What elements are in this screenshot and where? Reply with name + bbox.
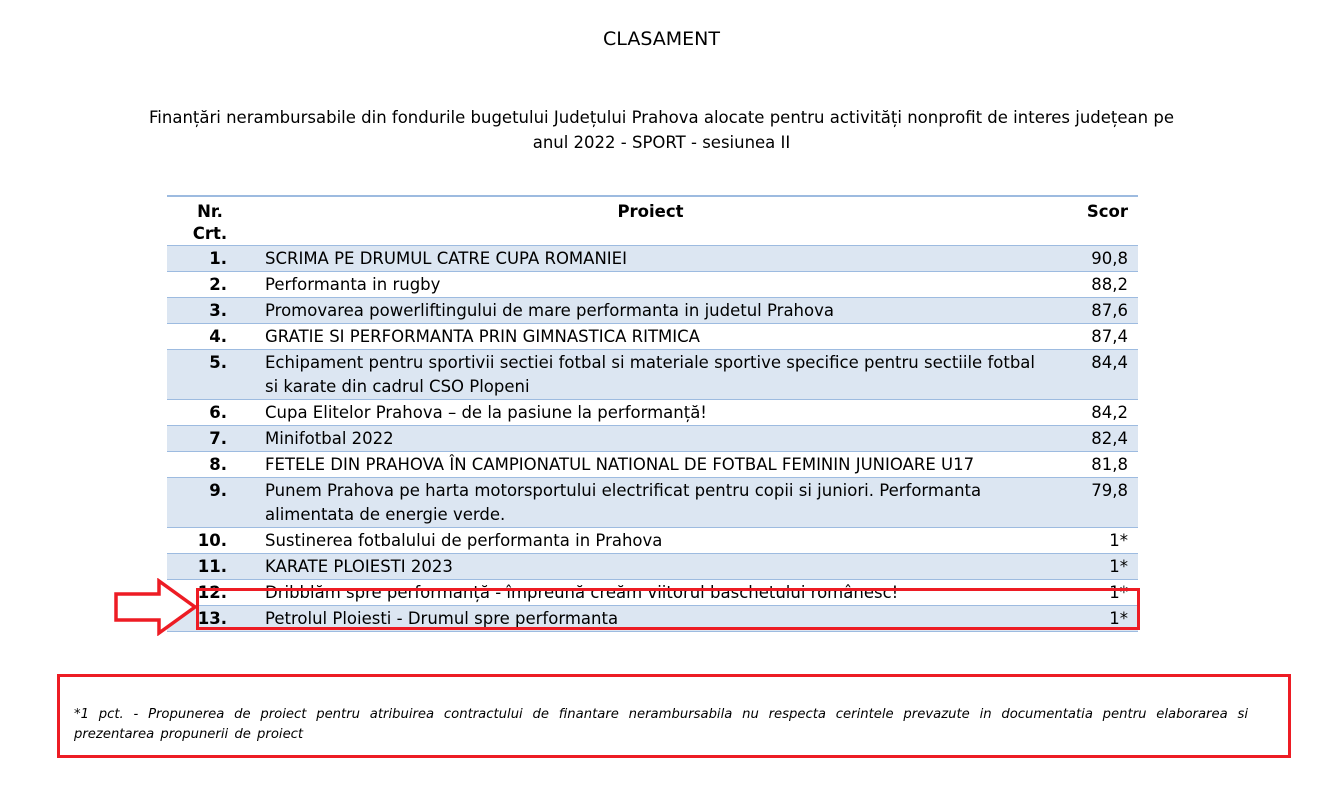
- row-number: 3.: [167, 298, 253, 324]
- table-row: [167, 528, 1138, 554]
- row-project: Performanta in rugby: [253, 272, 1048, 298]
- row-score: 84,2: [1048, 400, 1138, 426]
- row-score: 87,4: [1048, 324, 1138, 350]
- row-number: 8.: [167, 452, 253, 478]
- row-number: 12.: [167, 580, 253, 606]
- row-score: 88,2: [1048, 272, 1138, 298]
- row-number: 6.: [167, 400, 253, 426]
- row-score: 79,8: [1048, 478, 1138, 528]
- document-subtitle: [80, 105, 1243, 155]
- row-score: 82,4: [1048, 426, 1138, 452]
- footnote-box: [57, 674, 1291, 758]
- table-row: [167, 324, 1138, 350]
- row-score: 1*: [1048, 554, 1138, 580]
- row-number: 1.: [167, 246, 253, 272]
- row-number: 13.: [167, 606, 253, 632]
- row-project: Echipament pentru sportivii sectiei fotbal si materiale sportive specifice pentru sectiile fotbal si karate din cadrul CSO Plopeni: [253, 350, 1048, 400]
- arrow-right-icon: [113, 578, 199, 636]
- ranking-table: [167, 195, 1138, 632]
- row-project: Petrolul Ploiesti - Drumul spre performanta: [253, 606, 1048, 632]
- row-score: 87,6: [1048, 298, 1138, 324]
- table-row: [167, 272, 1138, 298]
- header-score: Scor: [1086, 202, 1128, 221]
- row-project: GRATIE SI PERFORMANTA PRIN GIMNASTICA RITMICA: [253, 324, 1048, 350]
- row-number: 7.: [167, 426, 253, 452]
- footnote-text: *1 pct. - Propunerea de proiect pentru atribuirea contractului de finantare nerambursabila nu respecta cerintele prevazute in documentatia pentru elaborarea si prezentarea propunerii de proiect: [74, 707, 1248, 742]
- header-nr-line2: Crt.: [192, 224, 228, 243]
- table-row: [167, 400, 1138, 426]
- row-number: 4.: [167, 324, 253, 350]
- row-project: Sustinerea fotbalului de performanta in Prahova: [253, 528, 1048, 554]
- table-row: [167, 580, 1138, 606]
- row-score: 1*: [1048, 580, 1138, 606]
- row-project: Cupa Elitelor Prahova – de la pasiune la performanță!: [253, 400, 1048, 426]
- row-number: 10.: [167, 528, 253, 554]
- table-row: [167, 554, 1138, 580]
- header-project: Proiect: [617, 202, 684, 221]
- row-project: SCRIMA PE DRUMUL CATRE CUPA ROMANIEI: [253, 246, 1048, 272]
- subtitle-line-1: Finanțări nerambursabile din fondurile bugetului Județului Prahova alocate pentru activități nonprofit de interes județean pe: [149, 108, 1174, 127]
- table-row: [167, 298, 1138, 324]
- subtitle-line-2: anul 2022 - SPORT - sesiunea II: [532, 133, 791, 152]
- document-title: CLASAMENT: [603, 28, 720, 50]
- table-row: [167, 350, 1138, 400]
- table-row: [167, 426, 1138, 452]
- table-header-row: [167, 196, 1138, 246]
- header-nr-line1: Nr.: [197, 202, 223, 221]
- row-project: KARATE PLOIESTI 2023: [253, 554, 1048, 580]
- row-number: 11.: [167, 554, 253, 580]
- table-row: [167, 452, 1138, 478]
- row-number: 9.: [167, 478, 253, 528]
- row-score: 84,4: [1048, 350, 1138, 400]
- table-row: [167, 478, 1138, 528]
- row-score: 1*: [1048, 528, 1138, 554]
- row-project: Promovarea powerliftingului de mare performanta in judetul Prahova: [253, 298, 1048, 324]
- row-score: 1*: [1048, 606, 1138, 632]
- row-project: Minifotbal 2022: [253, 426, 1048, 452]
- table-row-highlighted: [167, 606, 1138, 632]
- table-row: [167, 246, 1138, 272]
- row-number: 5.: [167, 350, 253, 400]
- row-project: Punem Prahova pe harta motorsportului electrificat pentru copii si juniori. Performanta alimentata de energie verde.: [253, 478, 1048, 528]
- row-number: 2.: [167, 272, 253, 298]
- row-score: 81,8: [1048, 452, 1138, 478]
- header-nr-crt: [167, 196, 253, 246]
- row-score: 90,8: [1048, 246, 1138, 272]
- row-project: FETELE DIN PRAHOVA ÎN CAMPIONATUL NATIONAL DE FOTBAL FEMININ JUNIOARE U17: [253, 452, 1048, 478]
- row-project: Dribblăm spre performanță - împreună creăm viitorul baschetului românesc!: [253, 580, 1048, 606]
